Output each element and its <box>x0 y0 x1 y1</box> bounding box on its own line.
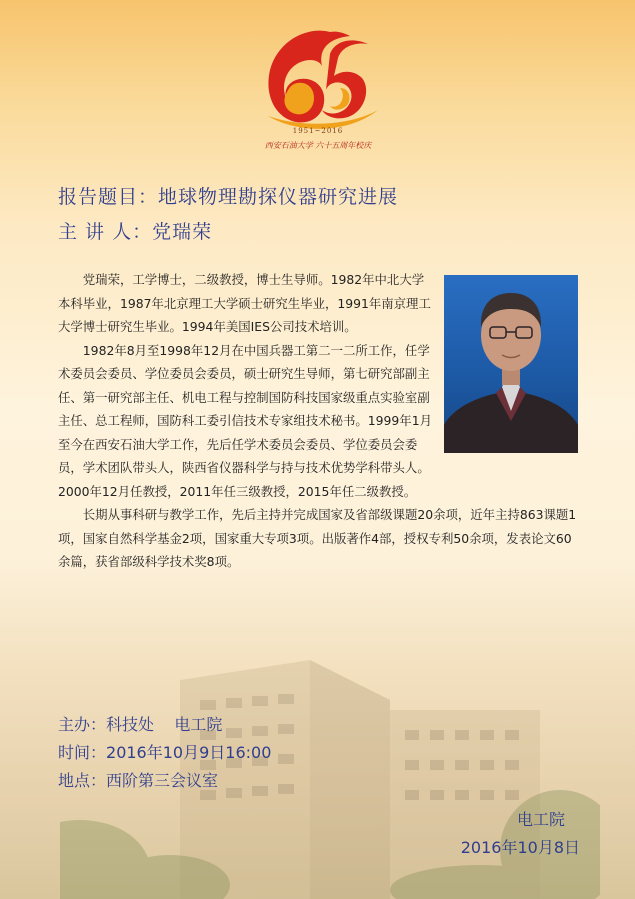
topic-label: 报告题目： <box>58 186 159 208</box>
anniversary-65-logo-icon <box>238 18 398 158</box>
report-speaker <box>58 217 212 244</box>
event-host <box>58 712 222 735</box>
report-topic <box>58 182 398 209</box>
time-value: 2016年10月9日16:00 <box>106 743 272 762</box>
host-label: 主办： <box>58 715 107 734</box>
speaker-label: 主 讲 人： <box>58 221 153 243</box>
place-label: 地点： <box>58 771 107 790</box>
logo-years: 1951~2016 <box>292 127 344 135</box>
host-value: 科技处 电工院 <box>106 715 223 734</box>
event-place <box>58 768 218 791</box>
footer-org: 电工院 <box>516 810 565 829</box>
anniversary-logo <box>238 18 398 158</box>
bio-paragraph-3: 长期从事科研与教学工作，先后主持并完成国家及省部级课题20余项，近年主持863课题1项，国家自然科学基金2项，国家重大专项3项。出版著作4部，授权专利50余项，发表论文60余篇，获省部级科学技术奖8项。 <box>58 507 577 569</box>
bio-paragraph-2: 1982年8月至1998年12月在中国兵器工第二一二所工作，任学术委员会委员、学位委员会委员，硕士研究生导师，第七研究部副主任、第一研究部主任、机电工程与控制国防科技国家级重点实验室副主任、总工程师，国防科工委引信技术专家组技术秘书。1999年1月至今在西安石油大学工作，先后任学术委员会委员、学位委员会委员，学术团队带头人，陕西省仪器科学与持与技术优势学科带头人。2000年12月任教授，2011年任三级教授，2015年任二级教授。 <box>58 342 432 499</box>
speaker-name: 党瑞荣 <box>152 221 213 243</box>
place-value: 西阶第三会议室 <box>106 771 219 790</box>
speaker-portrait-icon <box>444 275 578 453</box>
footer-date: 2016年10月8日 <box>460 838 580 857</box>
event-time <box>58 740 271 763</box>
bio-paragraph-1: 党瑞荣，工学博士，二级教授，博士生导师。1982年中北大学本科毕业，1987年北京理工大学硕士研究生毕业，1991年南京理工大学博士研究生毕业。1994年美国IES公司技术培训。 <box>58 272 431 334</box>
time-label: 时间： <box>58 743 107 762</box>
logo-caption: 西安石油大学 六十五周年校庆 <box>264 141 372 150</box>
speaker-bio <box>58 268 578 574</box>
topic-text: 地球物理勘探仪器研究进展 <box>158 186 399 208</box>
